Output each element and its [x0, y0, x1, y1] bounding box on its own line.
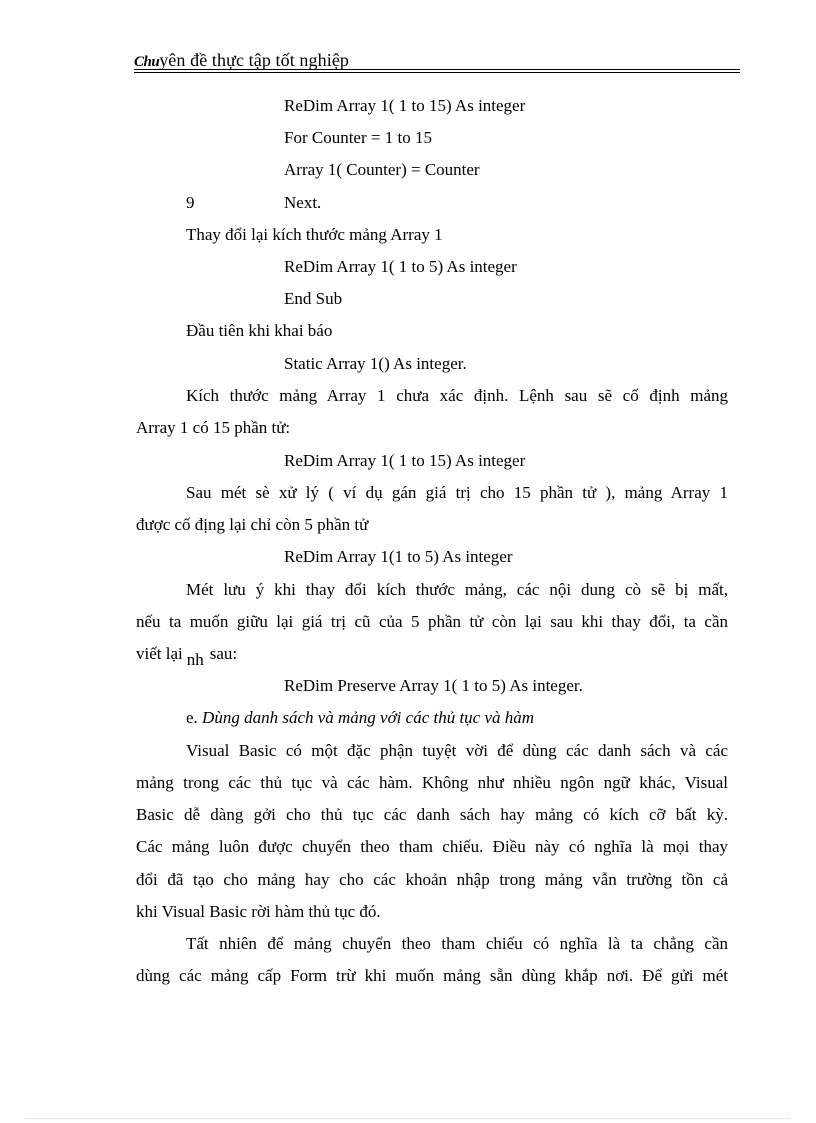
subscript-fragment: nh — [186, 650, 204, 669]
header-rule-top — [134, 69, 740, 70]
header-rule-bottom — [134, 72, 740, 73]
paragraph-line: Kích thước mảng Array 1 chưa xác định. Lệnh sau sẽ cố định mảng — [186, 386, 728, 405]
header-title-text: yên đề thực tập tốt nghiệp — [159, 50, 350, 70]
paragraph-line: đổi đã tạo cho mảng hay cho các khoản nhập trong mảng vẫn trường tồn cả — [136, 870, 728, 889]
code-line: Next. — [284, 193, 322, 212]
paragraph-line: Sau mét sè xử lý ( ví dụ gán giá trị cho 15 phần tử ), mảng Array 1 — [186, 483, 728, 502]
paragraph-line: mảng trong các thủ tục và các hàm. Không như nhiều ngôn ngữ khác, Visual — [136, 773, 728, 792]
page-header — [134, 50, 740, 74]
header-title — [134, 50, 349, 71]
text-line: Đầu tiên khi khai báo — [186, 321, 333, 340]
page-bottom-border — [26, 1118, 790, 1119]
code-line: For Counter = 1 to 15 — [284, 128, 432, 147]
paragraph-line: Visual Basic có một đặc phận tuyệt vời để dùng các danh sách và các — [186, 741, 728, 760]
paragraph-line: Basic dễ dàng gởi cho thủ tục các danh sách hay mảng có kích cỡ bất kỳ. — [136, 805, 728, 824]
code-line: ReDim Array 1( 1 to 5) As integer — [284, 257, 517, 276]
paragraph-line: Các mảng luôn được chuyển theo tham chiếu. Điều này có nghĩa là mọi thay — [136, 837, 728, 856]
code-line: ReDim Array 1( 1 to 15) As integer — [284, 451, 526, 470]
line-number: 9 — [186, 193, 195, 212]
paragraph-line: Tất nhiên để mảng chuyển theo tham chiếu có nghĩa là ta chẳng cần — [186, 934, 728, 953]
code-line: Array 1( Counter) = Counter — [284, 160, 480, 179]
paragraph-line: khi Visual Basic rời hàm thủ tục đó. — [136, 902, 381, 921]
code-line: ReDim Preserve Array 1( 1 to 5) As integer. — [284, 676, 583, 695]
paragraph-line: Array 1 có 15 phần tử: — [136, 418, 291, 437]
paragraph-line: nếu ta muốn giữu lại giá trị cũ của 5 phần tử còn lại sau khi thay đổi, ta cần — [136, 612, 728, 631]
text-fragment: viết lại — [136, 644, 183, 663]
text-fragment: sau: — [209, 644, 238, 663]
code-line: Static Array 1() As integer. — [284, 354, 467, 373]
section-title: Dùng danh sách và mảng với các thủ tục và hàm — [202, 708, 535, 727]
code-line: End Sub — [284, 289, 343, 308]
section-label: e. — [186, 708, 198, 727]
code-line: ReDim Array 1(1 to 5) As integer — [284, 547, 513, 566]
section-heading — [186, 708, 534, 728]
paragraph-line: Mét lưu ý khi thay đổi kích thước mảng, các nội dung cò sẽ bị mất, — [186, 580, 728, 599]
paragraph-line: dùng các mảng cấp Form trừ khi muốn mảng sẵn dùng khắp nơi. Để gửi mét — [136, 966, 728, 985]
code-line: ReDim Array 1( 1 to 15) As integer — [284, 96, 526, 115]
text-line: Thay đổi lại kích thước mảng Array 1 — [186, 225, 443, 244]
paragraph-line: được cố địng lại chỉ còn 5 phần tử — [136, 515, 369, 534]
header-logo: Chu — [134, 54, 160, 70]
paragraph-line — [136, 644, 238, 669]
